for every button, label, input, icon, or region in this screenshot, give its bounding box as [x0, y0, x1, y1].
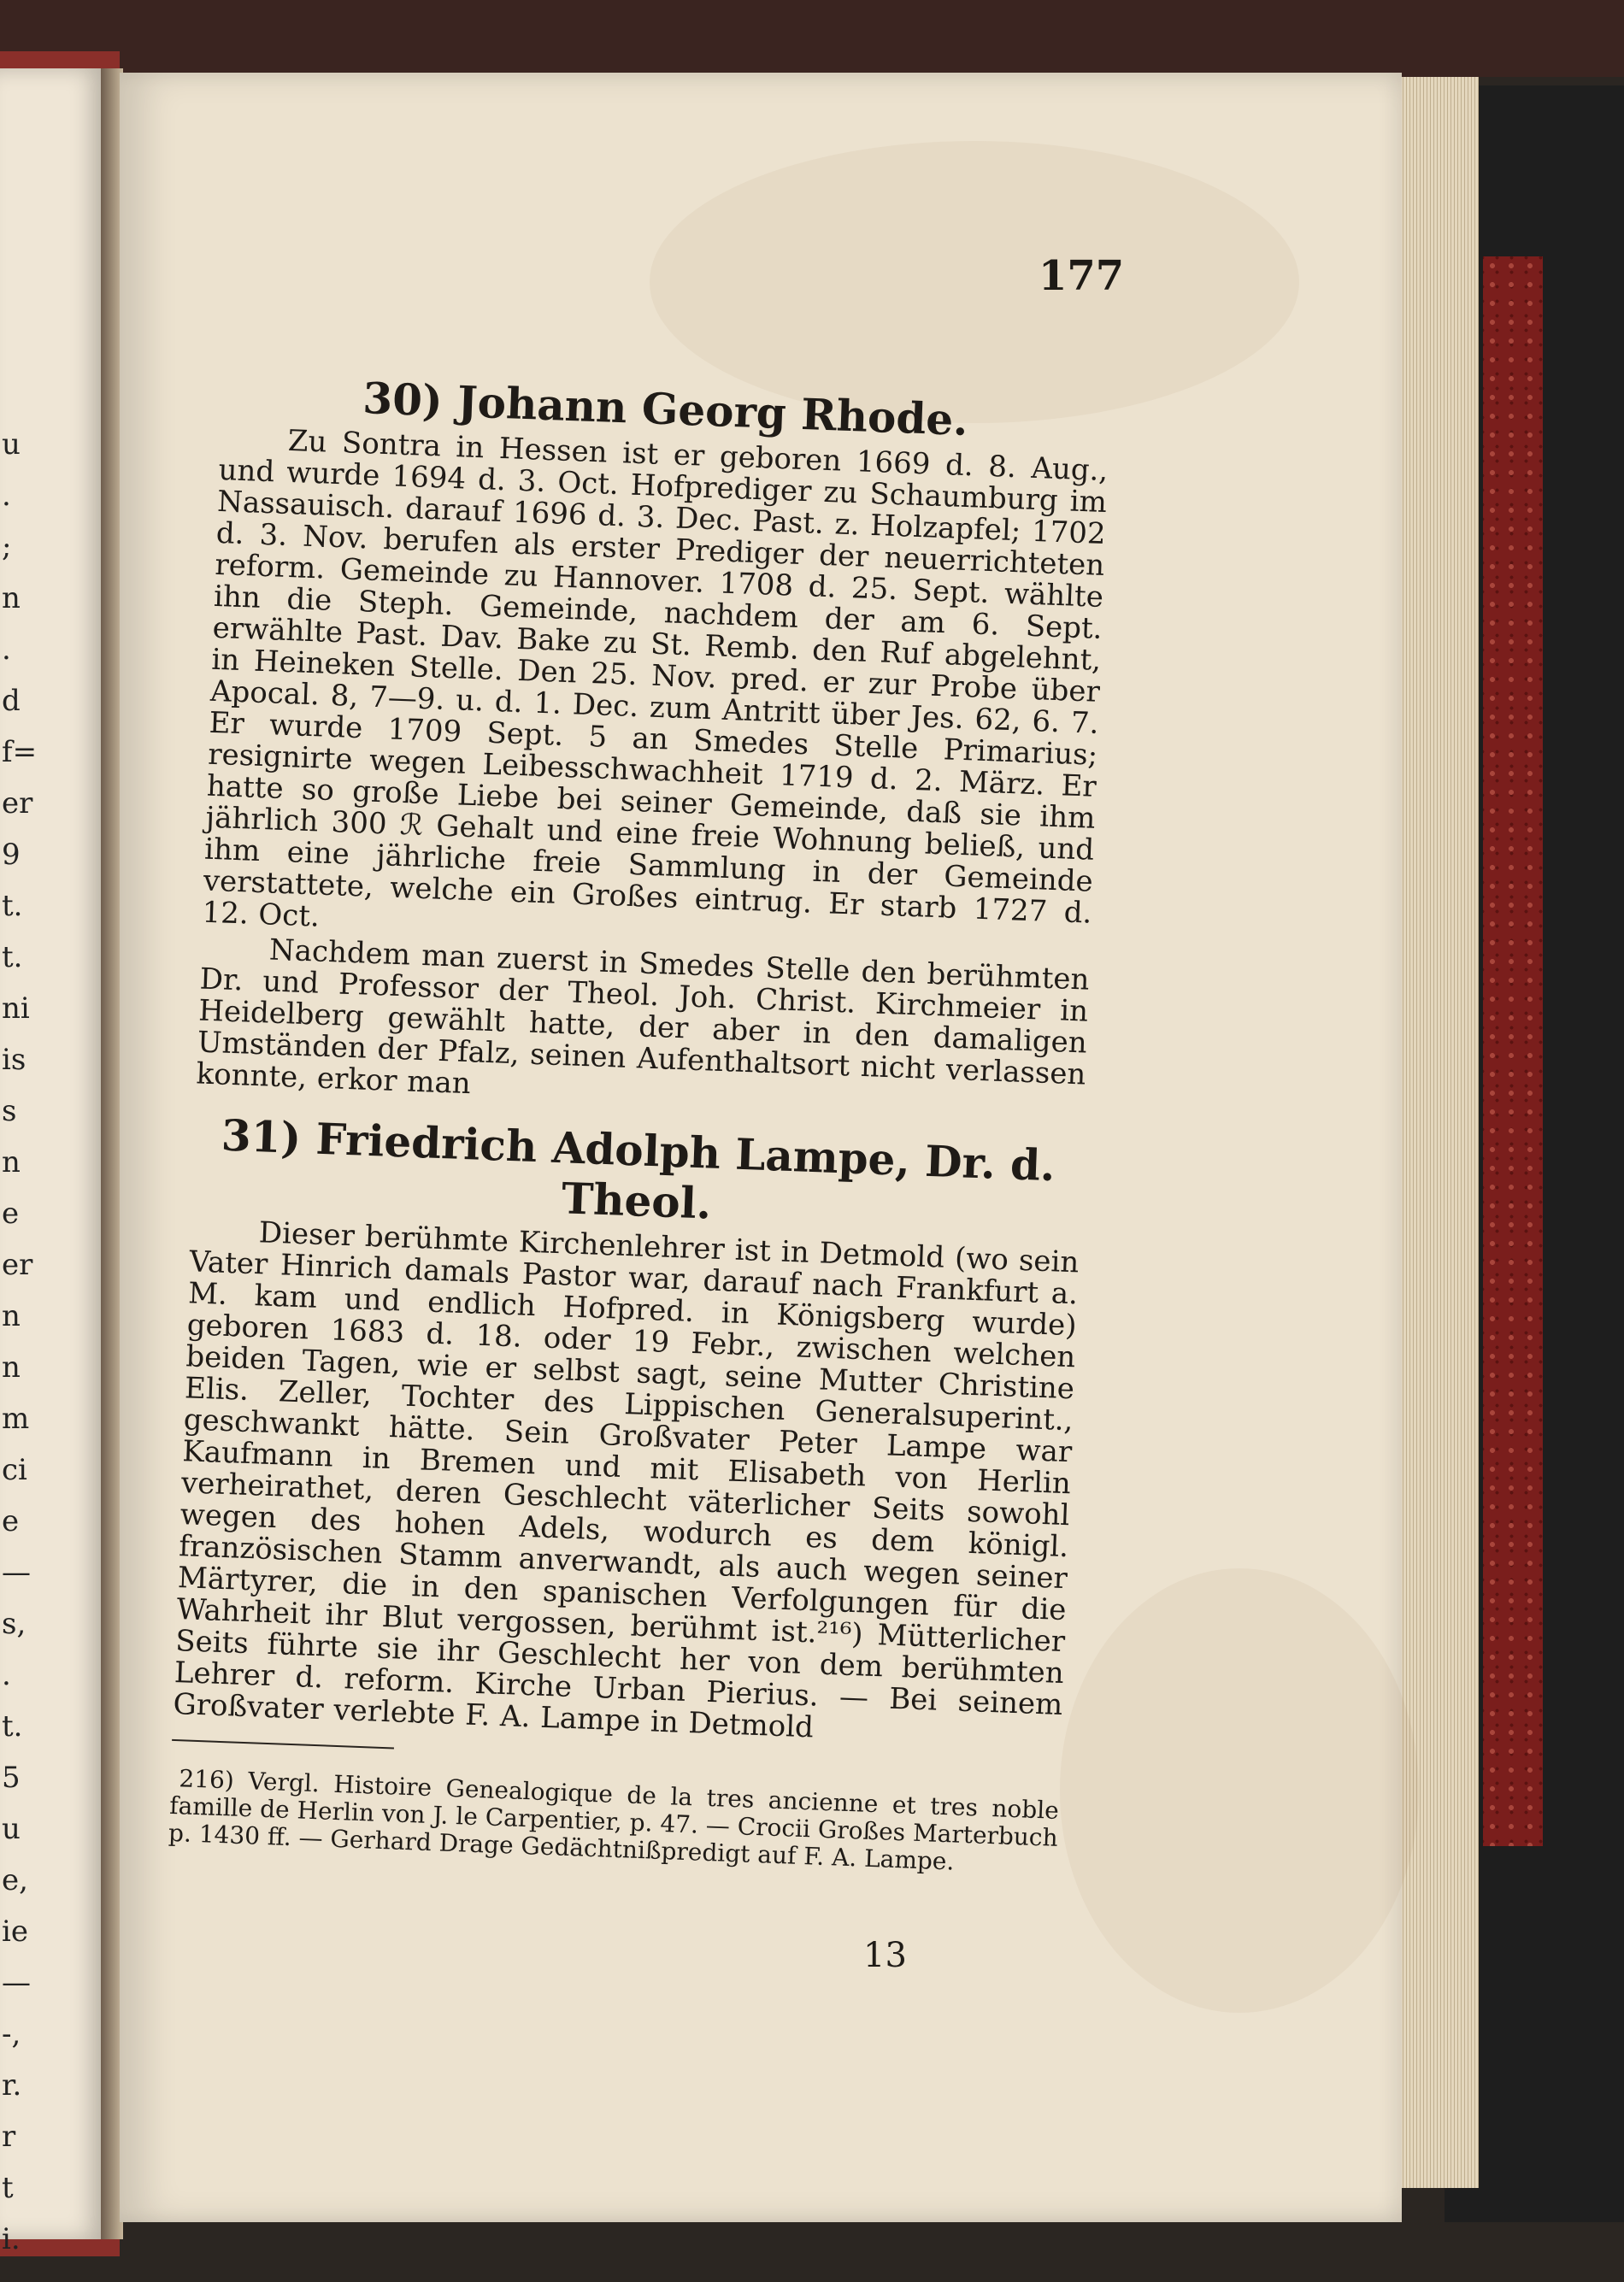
left-page-fragment: u — [2, 1812, 21, 1846]
signature-mark: 13 — [863, 1936, 907, 1975]
paper-stain — [1060, 1568, 1419, 2013]
left-page-fragment: s — [2, 1094, 17, 1128]
background — [0, 0, 1624, 77]
left-page-fragment: 9 — [2, 838, 21, 872]
left-page-text-fragments — [0, 68, 38, 2256]
left-page-fragment: n — [2, 1350, 21, 1385]
left-page-fragment: 5 — [2, 1761, 21, 1795]
left-page-fragment: n — [2, 1145, 21, 1179]
left-page-fragment: -, — [2, 2017, 21, 2051]
left-page-fragment: f= — [2, 735, 38, 769]
left-page-fragment: . — [2, 632, 11, 667]
left-page-fragment: — — [2, 1556, 31, 1590]
footnote: 216) Vergl. Histoire Genealogique de la tres ancienne et tres noble famille de Herlin von J. le Carpentier, p. 47. — Crocii Großes Marterbuch p. 1430 ff. — Gerhard Drage Gedächtnißpredigt auf F. A. Lampe. — [168, 1764, 1060, 1876]
left-page-fragment: t. — [2, 1709, 23, 1744]
section-30 — [196, 368, 1110, 1123]
left-page-fragment: ni — [2, 991, 30, 1026]
section-heading: 30) Johann Georg Rhode. — [362, 373, 969, 445]
left-page-fragment: e, — [2, 1863, 28, 1897]
left-page-fragment: ie — [2, 1914, 28, 1949]
left-page-fragment: r — [2, 2120, 16, 2154]
left-page-fragment: — — [2, 1966, 31, 2000]
marbled-cover-edge — [1483, 256, 1543, 1846]
left-page-fragment: ; — [2, 530, 12, 564]
left-page-fragment: is — [2, 1043, 26, 1077]
paragraph: Nachdem man zuerst in Smedes Stelle den berühmten Dr. und Professor der Theol. Joh. Christ. Kirchmeier in Heidelberg gewählt hatte, der aber in den damaligen Umständen der Pfalz, seinen Aufenthaltsort nicht verlassen konnte, erkor man — [195, 932, 1091, 1102]
left-page-fragment: d — [2, 684, 21, 718]
paragraph: Dieser berühmte Kirchenlehrer ist in Detmold (wo sein Vater Hinrich damals Pastor war, darauf nach Frankfurt a. M. kam und endlich Hofpred. in Königsberg wurde) geboren 1683 d. 18. oder 19 Febr., zwischen welchen beiden Tagen, wie er selbst sagt, seine Mutter Christine Elis. Zeller, Tochter des Lippischen Generalsuperint., geschwankt hätte. Sein Großvater Peter Lampe war Kaufmann in Bremen und mit Elisabeth von Herlin verheirathet, deren Geschlecht väterlicher Seits sowohl wegen des hohen Adels, wodurch es dem königl. französischen Stamm anverwandt, als auch wegen seiner Märtyrer, die in den spanischen Verfolgungen für die Wahrheit ihr Blut vergossen, berühmt ist.²¹⁶) Mütterlicher Seits führte sie ihr Geschlecht her von dem berühmten Lehrer d. reform. Kirche Urban Pierius. — Bei seinem Großvater verlebte F. A. Lampe in Detmold — [172, 1215, 1080, 1745]
section-heading: 31) Friedrich Adolph Lampe, Dr. d. Theol. — [220, 1109, 1056, 1229]
left-page — [0, 68, 107, 2256]
left-page-fragment: s, — [2, 1607, 26, 1641]
page-number: 177 — [1039, 252, 1125, 300]
left-page-fragment: r. — [2, 2068, 22, 2103]
left-page-fragment: e — [2, 1504, 20, 1538]
left-page-fragment: n — [2, 581, 21, 615]
section-31 — [173, 1109, 1084, 1753]
left-page-fragment: t. — [2, 940, 23, 974]
paper-stain — [650, 141, 1299, 423]
left-page-fragment: t — [2, 2171, 14, 2205]
footnote-rule — [172, 1739, 394, 1750]
left-page-fragment: n — [2, 1299, 21, 1333]
left-page-fragment: . — [2, 479, 11, 513]
left-page-fragment: e — [2, 1197, 20, 1231]
paragraph: Zu Sontra in Hessen ist er geboren 1669 d. 8. Aug., und wurde 1694 d. 3. Oct. Hofprediger zu Schaumburg im Nassauisch. darauf 1696 d. 3. Dec. Past. z. Holzapfel; 1702 d. 3. Nov. berufen als erster Prediger der neuerrichteten reform. Gemeinde zu Hannover. 1708 d. 25. Sept. wählte ihn die Steph. Gemeinde, nachdem der am 6. Sept. erwählte Past. Dav. Bake zu St. Remb. den Ruf abgelehnt, in Heineken Stelle. Den 25. Nov. pred. er zur Probe über Apocal. 8, 7—9. u. d. 1. Dec. zum Antritt über Jes. 62, 6. 7. Er wurde 1709 Sept. 5 an Smedes Stelle Primarius; resignirte wegen Leibesschwachheit 1719 d. 2. März. Er hatte so große Liebe bei seiner Gemeinde, daß sie ihm jährlich 300 ℛ Gehalt und eine freie Wohnung beließ, und ihm eine jährliche freie Sammlung in der Gemeinde verstattete, welche ein Großes eintrug. Er starb 1727 d. 12. Oct. — [201, 423, 1109, 934]
left-page-fragment: t. — [2, 889, 23, 923]
left-page-fragment: er — [2, 1248, 33, 1282]
left-page-fragment: m — [2, 1402, 30, 1436]
left-page-fragment: er — [2, 786, 33, 820]
page-text — [168, 368, 1111, 1903]
left-page-fragment: i. — [2, 2222, 21, 2256]
left-page-fragment: ci — [2, 1453, 27, 1487]
left-page-fragment: u — [2, 427, 21, 462]
left-page-fragment: . — [2, 1658, 11, 1692]
